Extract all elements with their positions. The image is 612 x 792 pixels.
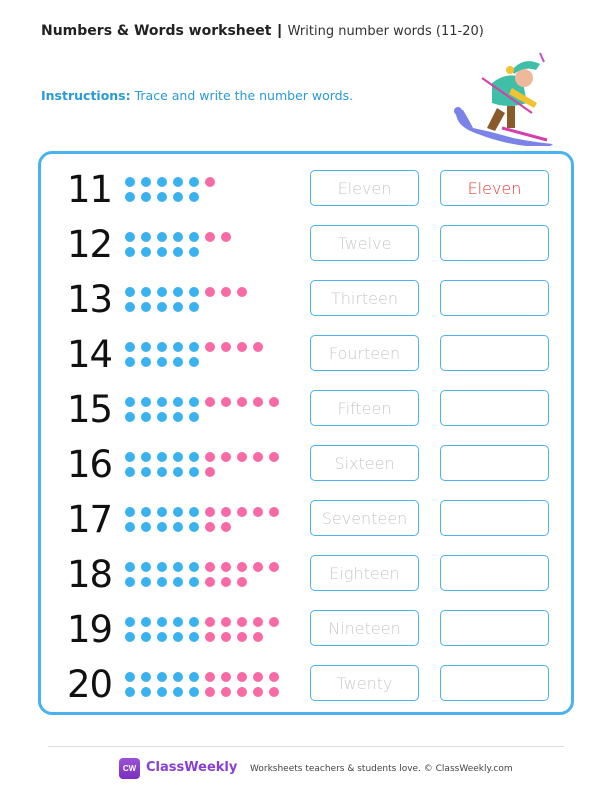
write-word-box[interactable] [440, 280, 549, 316]
blue-dot-icon [141, 467, 151, 477]
blue-dot-icon [141, 672, 151, 682]
blue-dot-icon [173, 397, 183, 407]
dot-row [125, 614, 285, 629]
blue-dot-icon [141, 397, 151, 407]
trace-word-box[interactable]: Fourteen [310, 335, 419, 371]
instructions-text: Trace and write the number words. [130, 88, 354, 103]
pink-dot-icon [269, 397, 279, 407]
blue-dot-icon [173, 357, 183, 367]
blue-dot-icon [141, 522, 151, 532]
blue-dot-icon [189, 632, 199, 642]
brand-name: ClassWeekly [146, 760, 238, 775]
pink-dot-icon [221, 287, 231, 297]
pink-dot-icon [269, 562, 279, 572]
blue-dot-icon [157, 247, 167, 257]
blue-dot-icon [141, 412, 151, 422]
blue-dot-icon [173, 192, 183, 202]
counting-dots [125, 449, 285, 479]
blue-dot-icon [157, 632, 167, 642]
trace-word-box[interactable]: Thirteen [310, 280, 419, 316]
pink-dot-icon [237, 562, 247, 572]
blue-dot-icon [125, 302, 135, 312]
blue-dot-icon [125, 467, 135, 477]
blue-dot-icon [173, 577, 183, 587]
blue-dot-icon [173, 452, 183, 462]
pink-dot-icon [237, 342, 247, 352]
trace-word-box[interactable]: Eleven [310, 170, 419, 206]
pink-dot-icon [205, 467, 215, 477]
pink-dot-icon [237, 577, 247, 587]
pink-dot-icon [205, 617, 215, 627]
blue-dot-icon [189, 672, 199, 682]
pink-dot-icon [237, 287, 247, 297]
blue-dot-icon [189, 507, 199, 517]
blue-dot-icon [125, 397, 135, 407]
pink-dot-icon [253, 452, 263, 462]
blue-dot-icon [173, 687, 183, 697]
pink-dot-icon [253, 507, 263, 517]
pink-dot-icon [221, 672, 231, 682]
title-subtitle: Writing number words (11-20) [287, 24, 484, 39]
footer-tagline: Worksheets teachers & students love. © ClassWeekly.com [250, 764, 513, 774]
pink-dot-icon [269, 507, 279, 517]
trace-word-box[interactable]: Twenty [310, 665, 419, 701]
write-word-box[interactable] [440, 225, 549, 261]
pink-dot-icon [237, 507, 247, 517]
blue-dot-icon [157, 452, 167, 462]
blue-dot-icon [189, 687, 199, 697]
counting-dots [125, 174, 221, 204]
blue-dot-icon [189, 577, 199, 587]
blue-dot-icon [141, 452, 151, 462]
blue-dot-icon [157, 672, 167, 682]
pink-dot-icon [205, 632, 215, 642]
blue-dot-icon [173, 507, 183, 517]
pink-dot-icon [221, 342, 231, 352]
pink-dot-icon [221, 617, 231, 627]
blue-dot-icon [157, 342, 167, 352]
blue-dot-icon [173, 522, 183, 532]
blue-dot-icon [125, 287, 135, 297]
trace-word-box[interactable]: Twelve [310, 225, 419, 261]
dot-row [125, 559, 285, 574]
pink-dot-icon [221, 632, 231, 642]
pink-dot-icon [237, 632, 247, 642]
pink-dot-icon [205, 452, 215, 462]
counting-dots [125, 284, 253, 314]
title-main: Numbers & Words worksheet [41, 23, 272, 39]
blue-dot-icon [125, 357, 135, 367]
pink-dot-icon [237, 687, 247, 697]
blue-dot-icon [189, 232, 199, 242]
worksheet-title [41, 22, 484, 39]
blue-dot-icon [141, 687, 151, 697]
blue-dot-icon [141, 192, 151, 202]
pink-dot-icon [221, 232, 231, 242]
number-numeral: 16 [67, 443, 113, 486]
blue-dot-icon [125, 412, 135, 422]
counting-dots [125, 339, 269, 369]
dot-row [125, 669, 285, 684]
blue-dot-icon [125, 577, 135, 587]
blue-dot-icon [173, 232, 183, 242]
dot-row [125, 574, 285, 589]
blue-dot-icon [141, 232, 151, 242]
pink-dot-icon [205, 672, 215, 682]
blue-dot-icon [157, 397, 167, 407]
trace-word-box[interactable]: Nineteen [310, 610, 419, 646]
blue-dot-icon [157, 617, 167, 627]
blue-dot-icon [173, 672, 183, 682]
blue-dot-icon [157, 577, 167, 587]
blue-dot-icon [189, 302, 199, 312]
pink-dot-icon [269, 452, 279, 462]
blue-dot-icon [189, 522, 199, 532]
blue-dot-icon [157, 357, 167, 367]
pink-dot-icon [237, 617, 247, 627]
blue-dot-icon [125, 632, 135, 642]
blue-dot-icon [157, 522, 167, 532]
counting-dots [125, 229, 237, 259]
dot-row [125, 504, 285, 519]
counting-dots [125, 614, 285, 644]
counting-dots [125, 394, 285, 424]
counting-dots [125, 559, 285, 589]
blue-dot-icon [141, 177, 151, 187]
blue-dot-icon [189, 177, 199, 187]
number-numeral: 20 [67, 663, 113, 706]
instructions [41, 88, 353, 103]
dot-row [125, 174, 221, 189]
write-word-box[interactable] [440, 390, 549, 426]
blue-dot-icon [189, 412, 199, 422]
pink-dot-icon [221, 522, 231, 532]
blue-dot-icon [125, 507, 135, 517]
trace-word-box[interactable]: Seventeen [310, 500, 419, 536]
number-numeral: 12 [67, 223, 113, 266]
blue-dot-icon [157, 562, 167, 572]
blue-dot-icon [157, 192, 167, 202]
blue-dot-icon [173, 302, 183, 312]
blue-dot-icon [141, 247, 151, 257]
pink-dot-icon [205, 397, 215, 407]
number-numeral: 18 [67, 553, 113, 596]
pink-dot-icon [205, 232, 215, 242]
skier-illustration-icon [452, 48, 562, 146]
counting-dots [125, 669, 285, 699]
blue-dot-icon [173, 247, 183, 257]
number-numeral: 11 [67, 168, 113, 211]
dot-row [125, 394, 285, 409]
blue-dot-icon [125, 672, 135, 682]
blue-dot-icon [141, 617, 151, 627]
dot-row [125, 519, 285, 534]
blue-dot-icon [173, 467, 183, 477]
blue-dot-icon [173, 617, 183, 627]
instructions-label: Instructions: [41, 88, 131, 103]
dot-row [125, 629, 285, 644]
dot-row [125, 449, 285, 464]
pink-dot-icon [221, 507, 231, 517]
pink-dot-icon [205, 562, 215, 572]
pink-dot-icon [205, 177, 215, 187]
pink-dot-icon [221, 577, 231, 587]
pink-dot-icon [253, 632, 263, 642]
blue-dot-icon [189, 357, 199, 367]
dot-row [125, 244, 237, 259]
trace-word-box[interactable]: Sixteen [310, 445, 419, 481]
dot-row [125, 339, 269, 354]
footer-divider [48, 746, 564, 747]
dot-row [125, 409, 285, 424]
write-word-box[interactable] [440, 555, 549, 591]
blue-dot-icon [157, 687, 167, 697]
pink-dot-icon [221, 562, 231, 572]
classweekly-logo-icon: CW [119, 758, 140, 779]
blue-dot-icon [157, 177, 167, 187]
blue-dot-icon [173, 632, 183, 642]
blue-dot-icon [141, 357, 151, 367]
pink-dot-icon [205, 507, 215, 517]
pink-dot-icon [237, 452, 247, 462]
blue-dot-icon [157, 412, 167, 422]
blue-dot-icon [125, 452, 135, 462]
number-numeral: 13 [67, 278, 113, 321]
pink-dot-icon [269, 672, 279, 682]
pink-dot-icon [221, 687, 231, 697]
pink-dot-icon [205, 687, 215, 697]
blue-dot-icon [189, 287, 199, 297]
pink-dot-icon [269, 687, 279, 697]
blue-dot-icon [125, 192, 135, 202]
blue-dot-icon [189, 617, 199, 627]
dot-row [125, 229, 237, 244]
blue-dot-icon [157, 507, 167, 517]
pink-dot-icon [253, 342, 263, 352]
number-numeral: 14 [67, 333, 113, 376]
blue-dot-icon [189, 397, 199, 407]
blue-dot-icon [189, 562, 199, 572]
blue-dot-icon [125, 177, 135, 187]
blue-dot-icon [189, 247, 199, 257]
blue-dot-icon [141, 302, 151, 312]
blue-dot-icon [125, 562, 135, 572]
dot-row [125, 464, 285, 479]
pink-dot-icon [253, 687, 263, 697]
blue-dot-icon [157, 287, 167, 297]
pink-dot-icon [237, 672, 247, 682]
pink-dot-icon [221, 397, 231, 407]
dot-row [125, 284, 253, 299]
write-word-box[interactable] [440, 445, 549, 481]
blue-dot-icon [189, 467, 199, 477]
number-numeral: 15 [67, 388, 113, 431]
dot-row [125, 189, 221, 204]
blue-dot-icon [157, 232, 167, 242]
write-word-box[interactable] [440, 665, 549, 701]
trace-word-box[interactable]: Eighteen [310, 555, 419, 591]
blue-dot-icon [125, 617, 135, 627]
pink-dot-icon [253, 562, 263, 572]
blue-dot-icon [125, 342, 135, 352]
write-word-box[interactable]: Eleven [440, 170, 549, 206]
blue-dot-icon [125, 247, 135, 257]
number-numeral: 19 [67, 608, 113, 651]
blue-dot-icon [157, 302, 167, 312]
blue-dot-icon [125, 687, 135, 697]
pink-dot-icon [205, 287, 215, 297]
blue-dot-icon [173, 342, 183, 352]
blue-dot-icon [125, 232, 135, 242]
dot-row [125, 299, 253, 314]
trace-word-box[interactable]: Fifteen [310, 390, 419, 426]
blue-dot-icon [189, 342, 199, 352]
pink-dot-icon [237, 397, 247, 407]
blue-dot-icon [157, 467, 167, 477]
number-numeral: 17 [67, 498, 113, 541]
blue-dot-icon [141, 632, 151, 642]
blue-dot-icon [141, 562, 151, 572]
pink-dot-icon [253, 397, 263, 407]
write-word-box[interactable] [440, 335, 549, 371]
blue-dot-icon [189, 452, 199, 462]
pink-dot-icon [221, 452, 231, 462]
pink-dot-icon [253, 672, 263, 682]
dot-row [125, 354, 269, 369]
blue-dot-icon [125, 522, 135, 532]
blue-dot-icon [173, 287, 183, 297]
pink-dot-icon [205, 577, 215, 587]
pink-dot-icon [205, 342, 215, 352]
blue-dot-icon [141, 287, 151, 297]
blue-dot-icon [141, 507, 151, 517]
write-word-box[interactable] [440, 610, 549, 646]
pink-dot-icon [205, 522, 215, 532]
blue-dot-icon [189, 192, 199, 202]
blue-dot-icon [173, 177, 183, 187]
pink-dot-icon [253, 617, 263, 627]
blue-dot-icon [173, 412, 183, 422]
blue-dot-icon [173, 562, 183, 572]
blue-dot-icon [141, 342, 151, 352]
pink-dot-icon [269, 617, 279, 627]
counting-dots [125, 504, 285, 534]
dot-row [125, 684, 285, 699]
write-word-box[interactable] [440, 500, 549, 536]
blue-dot-icon [141, 577, 151, 587]
title-separator: | [277, 22, 282, 39]
